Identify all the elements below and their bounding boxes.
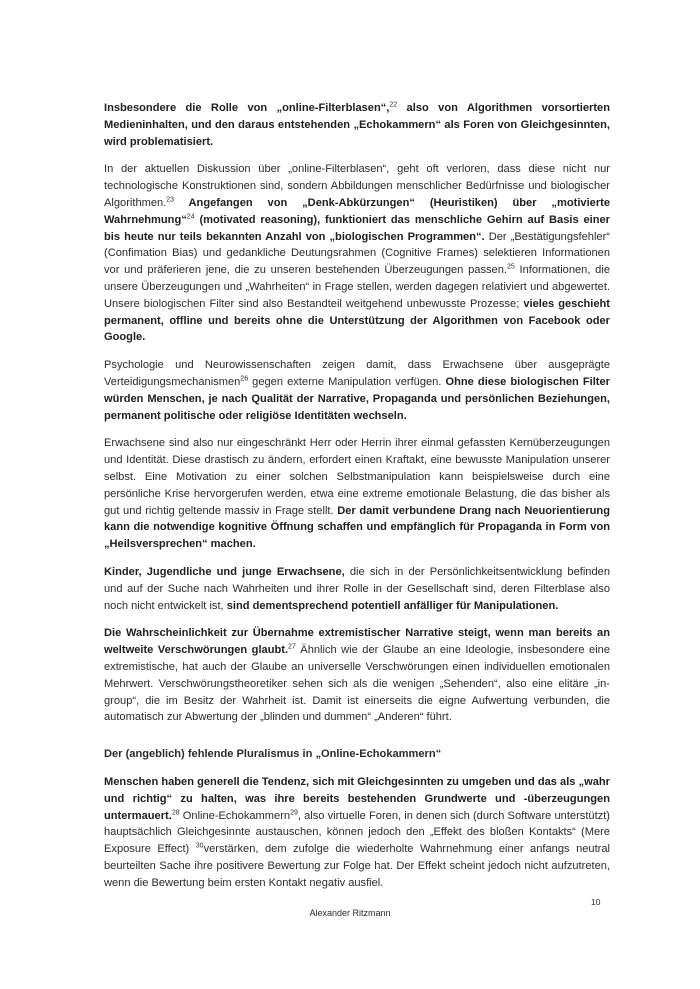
text: gegen externe Manipulation verfügen. [248,375,446,388]
text: Erwachsene sind also nur eingeschränkt Herr oder Herrin ihrer einmal gefassten Kernüberzeugungen und Identität. Diese drastisch zu ändern, erfordert einen Kraftakt, eine bewusste Manipulation unserer selbst. Eine Motivation zu einer solchen Selbstmanipulation kann beispielsweise durch eine persönliche Krise hervorgerufen werden, etwa eine extreme emotionale Belastung, die das bisher als gut und richtig geltende massiv in Frage stellt. [104,437,610,517]
text: , also virtuelle Foren, in denen sich (durch Software unterstützt) hauptsächlich Gleichgesinnte austauschen, können jedoch den „Effekt des bloßen Kontakts“ (Mere Exposure Effect) [104,809,610,856]
footnote-ref: 22 [389,101,398,109]
paragraph-erwachsene [104,435,610,553]
bold-text: also von Algorithmen vorsortierten Medieninhalten, und den daraus entstehenden „Echokammern“ als Foren von Gleichgesinnten, wird problematisiert. [104,102,610,148]
text: Psychologie und Neurowissenschaften zeigen damit, dass Erwachsene über ausgeprägte Verteidigungsmechanismen [104,359,610,388]
footnote-ref: 27 [288,643,296,651]
bold-text: sind dementsprechend potentiell anfälliger für Manipulationen. [226,599,559,612]
text: Online-Echokammern [179,809,291,822]
bold-text: vieles geschieht permanent, offline und bereits ohne die Unterstützung der Algorithmen von Facebook oder Google. [104,297,610,344]
footer-author: Alexander Ritzmann [309,908,391,918]
paragraph-verschwoerungen [104,625,610,726]
text: verstärken, dem zufolge die wiederholte Wahrnehmung einer anfangs neutral beurteilten Sache ihre positivere Bewertung zur Folge hat. Der Effekt scheint jedoch nicht aufzutreten, wenn die Bewertung beim ersten Kontakt negativ ausfiel. [104,843,610,889]
bold-text: Kinder, Jugendliche und junge Erwachsene, [104,565,345,578]
bold-text: Insbesondere die Rolle von „online-Filterblasen“, [104,102,390,114]
bold-text: Der damit verbundene Drang nach Neuorientierung kann die notwendige kognitive Öffnung schaffen und empfänglich für Propaganda in Form von „Heilsversprechen“ machen. [104,504,610,551]
text: In der aktuellen Diskussion über „online-Filterblasen“, geht oft verloren, dass diese nicht nur technologische Konstruktionen sind, sondern Abbildungen menschlicher Bedürfnisse und biologischer Algorithmen. [104,163,610,209]
footnote-ref: 29 [290,809,298,816]
bold-text: Die Wahrscheinlichkeit zur Übernahme extremistischer Narrative steigt, wenn man bereits an weltweite Verschwörungen glaubt. [104,627,610,657]
text: Informationen, die unsere Überzeugungen und „Wahrheiten“ in Frage stellen, werden dagegen relativiert und abgewertet. Unsere biologischen Filter sind also Bestandteil weitgehend unbewusste Prozesse; [104,264,610,310]
bold-text: Ohne diese biologischen Filter würden Menschen, je nach Qualität der Narrative, Propaganda und persönlichen Beziehungen, permanent politische oder religiöse Identitäten wechseln. [104,375,610,422]
bold-text: (motivated reasoning), funktioniert das menschliche Gehirn auf Basis einer bis heute nur teils bekannten Anzahl von „biologischen Programmen“. [104,213,610,243]
bold-text: Angefangen von „Denk-Abkürzungen“ (Heuristiken) über „motivierte Wahrnehmung“ [104,196,610,226]
footnote-ref: 26 [240,375,249,383]
text: Der „Bestätigungsfehler“ (Confimation Bias) und gedankliche Deutungsrahmen (Cognitive Frames) selektieren Informationen vor und präferieren jene, die zu unseren bestehenden Überzeugungen passen. [104,230,610,277]
section-heading: Der (angeblich) fehlende Pluralismus in „Online-Echokammern“ [104,748,442,761]
paragraph-psychologie [104,357,610,424]
page-number: 10 [591,897,601,907]
footnote-ref: 28 [171,809,180,816]
paragraph-filterblasen-intro [104,100,610,150]
paragraph-kinder-jugendliche [104,564,610,614]
footnote-ref: 24 [186,213,195,221]
paragraph-echokammern [104,774,610,892]
bold-text: Menschen haben generell die Tendenz, sich mit Gleichgesinnten zu umgeben und das als „wahr und richtig“ zu halten, was ihre bereits bestehenden Grundwerte und -überzeugungen untermauert. [104,776,610,822]
footnote-ref: 23 [166,196,175,204]
footnote-ref: 30 [195,842,204,850]
text: Ähnlich wie der Glaube an eine Ideologie, insbesondere eine extremistische, hat auch der Glaube an universelle Verschwörungen einen individuellen emotionalen Mehrwert. Verschwörungstheoretiker sehen sich als die wenigen „Sehenden“, also eine elitäre „in-group“, die im Besitz der Wahrheit ist. Damit ist einerseits die eigne Aufwertung verbunden, die automatisch zur Abwertung der „blinden und dummen“ „Anderen“ führt. [104,644,610,724]
document-body [104,100,610,903]
paragraph-biologische-filter [104,161,610,346]
footnote-ref: 25 [506,263,515,271]
text: die sich in der Persönlichkeitsentwicklung befinden und auf der Suche nach Wahrheiten und ihrer Rolle in der Gesellschaft sind, deren Filterblase also noch nicht entwickelt ist, [104,565,610,612]
